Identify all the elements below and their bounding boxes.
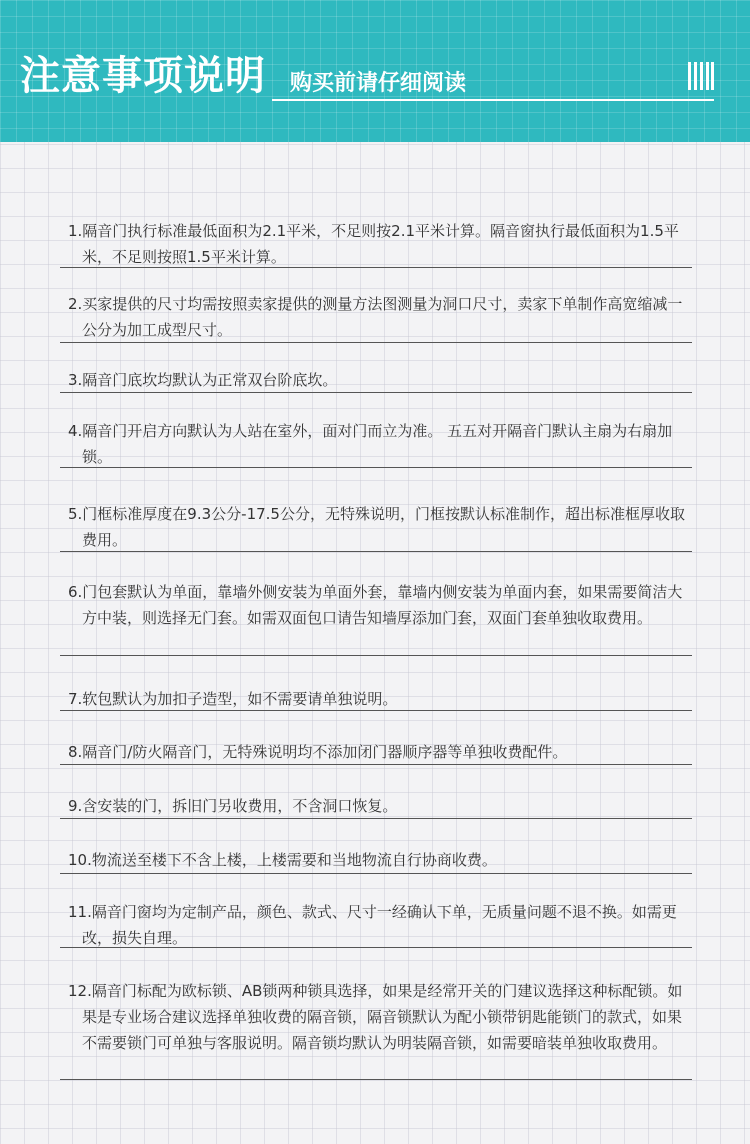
note-item-12 [60, 978, 692, 1056]
note-divider [60, 342, 692, 343]
note-divider [60, 655, 692, 656]
note-text: 2.买家提供的尺寸均需按照卖家提供的测量方法图测量为洞口尺寸，卖家下单制作高宽缩减一公分为加工成型尺寸。 [68, 295, 683, 339]
note-text: 9.含安装的门，拆旧门另收费用，不含洞口恢复。 [68, 797, 398, 815]
note-text: 12.隔音门标配为欧标锁、AB锁两种锁具选择，如果是经常开关的门建议选择这种标配锁。如果是专业场合建议选择单独收费的隔音锁，隔音锁默认为配小锁带钥匙能锁门的款式，如果不需要锁门可单独与客服说明。隔音锁均默认为明装隔音锁，如需要暗装单独收取费用。 [68, 982, 683, 1052]
note-item-2 [60, 291, 692, 343]
note-divider [60, 873, 692, 874]
note-text: 6.门包套默认为单面，靠墙外侧安装为单面外套，靠墙内侧安装为单面内套，如果需要简洁大方中装，则选择无门套。如需双面包口请告知墙厚添加门套，双面门套单独收取费用。 [68, 583, 683, 627]
note-text: 11.隔音门窗均为定制产品，颜色、款式、尺寸一经确认下单，无质量问题不退不换。如需更改，损失自理。 [68, 903, 677, 947]
note-text: 8.隔音门/防火隔音门，无特殊说明均不添加闭门器顺序器等单独收费配件。 [68, 743, 568, 761]
note-divider [60, 392, 692, 393]
note-item-10 [60, 847, 692, 873]
page-subtitle: 购买前请仔细阅读 [290, 71, 467, 96]
note-divider [60, 947, 692, 948]
note-item-8 [60, 739, 692, 765]
note-divider [60, 551, 692, 552]
note-text: 4.隔音门开启方向默认为人站在室外，面对门而立为准。 五五对开隔音门默认主扇为右扇加锁。 [68, 422, 673, 466]
note-item-9 [60, 793, 692, 819]
note-divider [60, 710, 692, 711]
note-divider [60, 1079, 692, 1080]
note-divider [60, 467, 692, 468]
note-item-4 [60, 418, 692, 470]
note-text: 5.门框标准厚度在9.3公分-17.5公分，无特殊说明，门框按默认标准制作，超出标准框厚收取费用。 [68, 505, 685, 549]
note-item-11 [60, 899, 692, 951]
note-text: 3.隔音门底坎均默认为正常双台阶底坎。 [68, 371, 338, 389]
note-text: 7.软包默认为加扣子造型，如不需要请单独说明。 [68, 690, 398, 708]
note-item-3 [60, 367, 692, 393]
page-title: 注意事项说明 [20, 53, 266, 99]
note-divider [60, 267, 692, 268]
note-text: 1.隔音门执行标准最低面积为2.1平米，不足则按2.1平米计算。隔音窗执行最低面积为1.5平米，不足则按照1.5平米计算。 [68, 222, 679, 266]
note-item-7 [60, 686, 692, 712]
note-divider [60, 764, 692, 765]
note-divider [60, 818, 692, 819]
note-text: 10.物流送至楼下不含上楼，上楼需要和当地物流自行协商收费。 [68, 851, 497, 869]
note-item-5 [60, 501, 692, 553]
note-item-1 [60, 218, 692, 270]
note-item-6 [60, 579, 692, 631]
